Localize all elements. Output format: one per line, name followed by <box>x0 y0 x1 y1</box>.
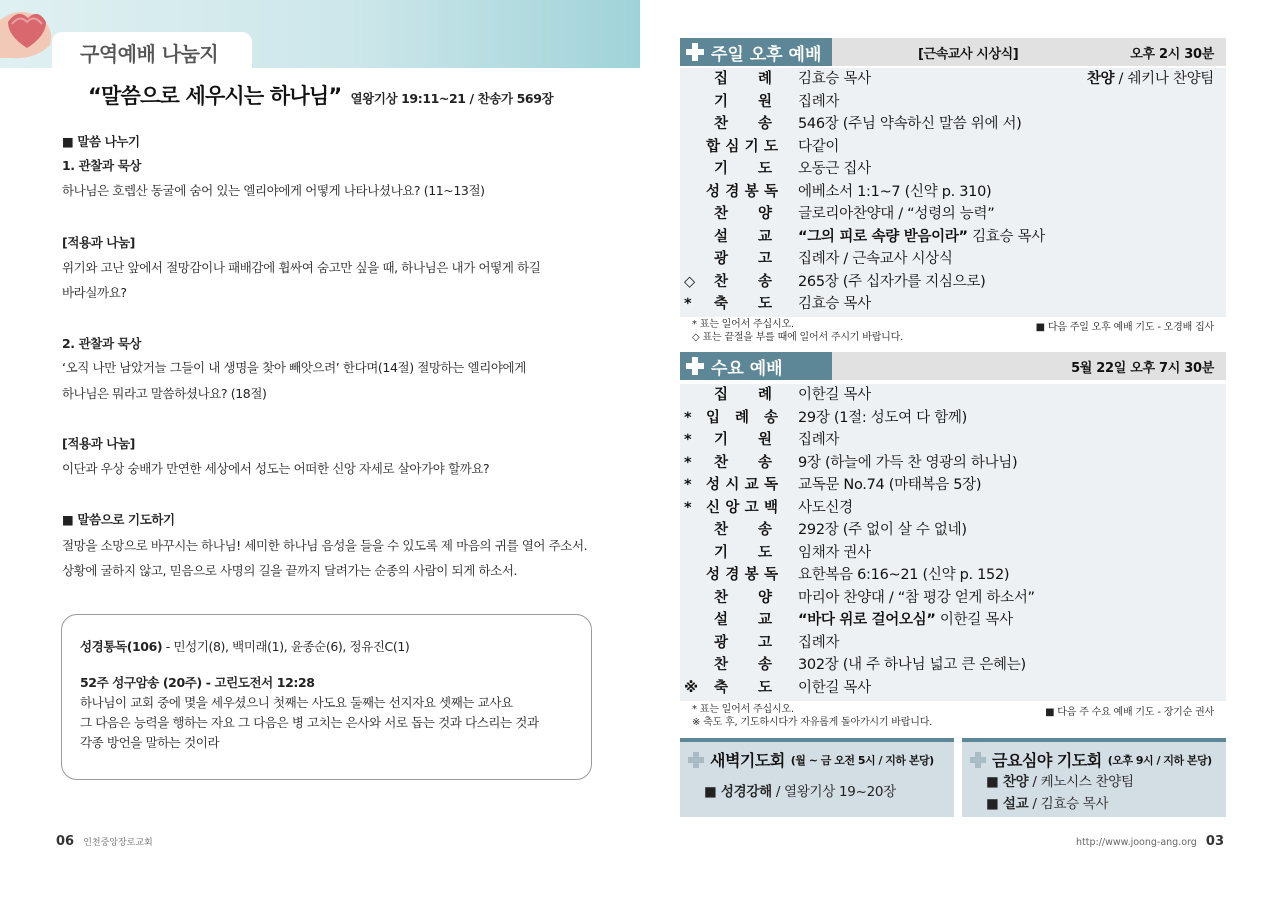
apply-1-heading: [적용과 나눔] <box>62 235 135 250</box>
order-role <box>684 158 784 181</box>
page-number-right: 03 <box>1205 834 1224 849</box>
order-role <box>684 113 784 136</box>
sunday-time: 오후 2시 30분 <box>1130 46 1214 62</box>
order-detail: 집례자 / 근속교사 시상식 <box>798 251 953 267</box>
order-mark: * <box>684 296 692 312</box>
sunday-service-title: 주일 오후 예배 <box>711 44 822 65</box>
order-detail: 임채자 권사 <box>798 544 871 561</box>
order-row <box>680 91 1226 114</box>
box-accent-line <box>962 738 1226 742</box>
order-mark: * <box>684 477 692 493</box>
order-row <box>680 181 1226 204</box>
order-role-label: 입 례 송 <box>706 409 778 426</box>
wednesday-service-header <box>680 352 1226 380</box>
order-role-label: 기 원 <box>714 93 772 110</box>
order-detail: 사도신경 <box>798 499 853 516</box>
friday-sermon-label: ■ 설교 <box>986 796 1029 812</box>
order-role-label: 찬 양 <box>714 206 772 222</box>
question-1-heading: 1. 관찰과 묵상 <box>62 158 141 173</box>
order-role <box>684 203 784 226</box>
order-mark: * <box>684 499 692 516</box>
order-mark: * <box>684 454 692 471</box>
friday-prayer-box <box>962 738 1226 817</box>
order-detail: 집례자 <box>798 432 840 448</box>
order-role-label: 찬 송 <box>714 522 772 538</box>
order-role <box>684 452 784 475</box>
order-role <box>684 293 784 316</box>
sunday-notes <box>692 318 1222 344</box>
wednesday-notes <box>692 703 1222 729</box>
question-2-heading: 2. 관찰과 묵상 <box>62 336 141 351</box>
wednesday-note-1: * 표는 일어서 주십시오. <box>692 704 794 715</box>
order-role-label: 찬 송 <box>714 273 772 290</box>
order-row <box>680 68 1226 91</box>
order-role <box>684 384 784 407</box>
order-mark: * <box>684 409 692 426</box>
cross-icon <box>688 752 704 768</box>
box-accent-line <box>680 738 954 742</box>
order-detail: 에베소서 1:1~7 (신약 p. 310) <box>798 183 992 200</box>
cross-icon <box>970 752 986 768</box>
order-detail: 9장 (하늘에 가득 찬 영광의 하나님) <box>798 454 1018 471</box>
order-detail: 집례자 <box>798 634 840 651</box>
order-role <box>684 226 784 249</box>
order-role <box>684 542 784 565</box>
order-row <box>680 519 1226 542</box>
order-role-label: 집 례 <box>714 71 772 87</box>
order-role-label: 광 고 <box>714 634 772 651</box>
order-role <box>684 407 784 430</box>
friday-praise-text: / 케노시스 찬양팀 <box>1028 774 1134 790</box>
dawn-prayer-title-row <box>688 748 934 771</box>
order-role <box>684 564 784 587</box>
order-mark: ◇ <box>684 273 696 290</box>
order-role-label: 찬 송 <box>714 116 772 132</box>
order-detail: 김효승 목사 <box>798 296 871 312</box>
order-detail: 302장 (내 주 하나님 넓고 큰 은혜는) <box>798 657 1026 673</box>
section-title: 구역예배 나눔지 <box>80 42 219 66</box>
friday-prayer-title-row <box>970 748 1212 771</box>
order-row <box>680 587 1226 610</box>
order-role-label: 기 도 <box>714 161 772 177</box>
apply-1-line-2: 바라실까요? <box>62 285 127 300</box>
order-detail: 집례자 <box>798 93 840 110</box>
order-role-label: 성 경 봉 독 <box>706 183 778 200</box>
order-role <box>684 632 784 655</box>
dawn-prayer-detail <box>704 780 896 800</box>
order-role-label: 설 교 <box>714 228 772 245</box>
order-role-label: 성 시 교 독 <box>706 477 778 493</box>
order-row <box>680 271 1226 294</box>
order-role-label: 광 고 <box>714 251 772 267</box>
memory-verse-line-3: 각종 방언을 말하는 것이라 <box>80 735 220 750</box>
right-footer <box>1076 830 1224 849</box>
order-role-label: 축 도 <box>714 296 772 312</box>
order-row <box>680 677 1226 700</box>
order-detail: 이한길 목사 <box>798 387 871 403</box>
wednesday-service-label <box>680 352 832 380</box>
order-extra: 찬양 / 쉐키나 찬양팀 <box>1086 71 1214 87</box>
order-role-label: 찬 양 <box>714 589 772 606</box>
order-detail: 마리아 찬양대 / “참 평강 얻게 하소서” <box>798 589 1035 606</box>
friday-prayer-sermon <box>986 792 1108 812</box>
website-url: http://www.joong-ang.org <box>1076 837 1197 848</box>
order-role <box>684 248 784 271</box>
order-row <box>680 429 1226 452</box>
order-role <box>684 271 784 294</box>
apply-1-line-1: 위기와 고난 앞에서 절망감이나 패배감에 휩싸여 숨고만 싶을 때, 하나님은 내가 어떻게 하길 <box>62 260 541 275</box>
wednesday-order-of-worship <box>680 384 1226 701</box>
friday-prayer-praise <box>986 770 1134 790</box>
order-row <box>680 497 1226 520</box>
bible-reading-box <box>61 614 592 780</box>
order-role <box>684 587 784 610</box>
share-heading: ■ 말씀 나누기 <box>62 134 140 149</box>
order-row <box>680 293 1226 316</box>
order-row <box>680 158 1226 181</box>
order-role-label: 성 경 봉 독 <box>706 567 778 583</box>
wednesday-service-title: 수요 예배 <box>711 358 783 379</box>
order-role <box>684 181 784 204</box>
order-role <box>684 609 784 632</box>
order-row <box>680 136 1226 159</box>
order-role <box>684 429 784 452</box>
order-mark: ※ <box>684 679 699 696</box>
order-detail: 글로리아찬양대 / “성령의 능력” <box>798 206 995 222</box>
sunday-order-of-worship <box>680 68 1226 317</box>
wednesday-time: 5월 22일 오후 7시 30분 <box>1071 360 1214 376</box>
reading-names: - 민성기(8), 백미래(1), 윤종순(6), 정유진C(1) <box>162 639 410 654</box>
sunday-event: [근속교사 시상식] <box>918 46 1019 62</box>
wednesday-next-prayer: ■ 다음 주 수요 예배 기도 - 장기순 권사 <box>1045 707 1214 718</box>
dawn-detail-text: / 열왕기상 19~20장 <box>771 784 896 800</box>
friday-prayer-schedule: (오후 9시 / 지하 본당) <box>1107 753 1212 767</box>
prayer-heading: ■ 말씀으로 기도하기 <box>62 512 175 527</box>
order-detail: 265장 (주 십자가를 지심으로) <box>798 273 986 290</box>
order-detail: 이한길 목사 <box>798 679 871 696</box>
order-row <box>680 226 1226 249</box>
order-detail: 29장 (1절: 성도여 다 함께) <box>798 409 967 426</box>
cross-icon <box>686 43 704 61</box>
order-row <box>680 609 1226 632</box>
sunday-note-1: * 표는 일어서 주십시오. <box>692 319 794 330</box>
order-row <box>680 452 1226 475</box>
reading-line <box>80 637 573 655</box>
order-row <box>680 248 1226 271</box>
prayer-line-2: 상황에 굴하지 않고, 믿음으로 사명의 길을 끝까지 달려가는 순종의 사람이 되게 하소서. <box>62 563 518 578</box>
memory-verse-line-1: 하나님이 교회 중에 몇을 세우셨으니 첫째는 사도요 둘째는 선지자요 셋째는 교사요 <box>80 695 513 710</box>
order-role <box>684 91 784 114</box>
order-role <box>684 519 784 542</box>
sermon-title-text: “말씀으로 세우시는 하나님” <box>88 84 342 108</box>
order-row <box>680 654 1226 677</box>
order-mark: * <box>684 432 692 448</box>
left-footer <box>56 830 153 849</box>
cross-icon <box>686 357 704 375</box>
order-role <box>684 677 784 700</box>
order-detail: 546장 (주님 약속하신 말씀 위에 서) <box>798 116 1022 132</box>
question-1-text: 하나님은 호렙산 동굴에 숨어 있는 엘리야에게 어떻게 나타나셨나요? (11~13절) <box>62 183 485 198</box>
question-2-line-1: ‘오직 나만 남았거늘 그들이 내 생명을 찾아 빼앗으려’ 한다며(14절) 절망하는 엘리야에게 <box>62 360 526 375</box>
order-detail: 292장 (주 없이 살 수 없네) <box>798 522 967 538</box>
sunday-note-2: ◇ 표는 끝절을 부를 때에 일어서 주시기 바랍니다. <box>692 332 904 343</box>
order-detail: 오동근 집사 <box>798 161 871 177</box>
dawn-prayer-schedule: (월 ~ 금 오전 5시 / 지하 본당) <box>790 753 934 767</box>
order-row <box>680 384 1226 407</box>
order-row <box>680 632 1226 655</box>
memory-verse-heading: 52주 성구암송 (20주) - 고린도전서 12:28 <box>80 675 315 690</box>
order-detail: “그의 피로 속량 받음이라” 김효승 목사 <box>798 228 1045 245</box>
prayer-line-1: 절망을 소망으로 바꾸시는 하나님! 세미한 하나님 음성을 들을 수 있도록 제 마음의 귀를 열어 주소서. <box>62 538 588 553</box>
order-row <box>680 542 1226 565</box>
order-role <box>684 68 784 91</box>
question-2-line-2: 하나님은 뭐라고 말씀하셨나요? (18절) <box>62 386 267 401</box>
order-role-label: 찬 송 <box>714 454 772 471</box>
order-role <box>684 654 784 677</box>
order-detail: 김효승 목사 <box>798 71 871 87</box>
order-row <box>680 113 1226 136</box>
order-detail: “바다 위로 걸어오심” 이한길 목사 <box>798 612 1013 628</box>
page-number-left: 06 <box>56 834 75 849</box>
order-role-label: 기 도 <box>714 544 772 561</box>
sermon-reference: 열왕기상 19:11~21 / 찬송가 569장 <box>350 91 554 106</box>
order-row <box>680 203 1226 226</box>
order-row <box>680 564 1226 587</box>
apply-2-text: 이단과 우상 숭배가 만연한 세상에서 성도는 어떠한 신앙 자세로 살아가야 할까요? <box>62 461 490 476</box>
order-role-label: 설 교 <box>714 612 772 628</box>
wednesday-note-2: ※ 축도 후, 기도하시다가 자유롭게 돌아가시기 바랍니다. <box>692 717 933 728</box>
order-detail: 요한복음 6:16~21 (신약 p. 152) <box>798 567 1010 583</box>
apply-2-heading: [적용과 나눔] <box>62 436 135 451</box>
sermon-title <box>88 80 553 110</box>
order-detail: 다같이 <box>798 138 840 155</box>
friday-prayer-title: 금요심야 기도회 <box>992 751 1102 770</box>
friday-praise-label: ■ 찬양 <box>986 774 1029 790</box>
order-role <box>684 136 784 159</box>
dawn-prayer-title: 새벽기도회 <box>710 751 785 770</box>
order-role-label: 찬 송 <box>714 657 772 673</box>
right-page <box>640 0 1280 904</box>
order-role <box>684 497 784 520</box>
order-row <box>680 474 1226 497</box>
sunday-next-prayer: ■ 다음 주일 오후 예배 기도 - 오경배 집사 <box>1035 322 1214 333</box>
friday-sermon-text: / 김효승 목사 <box>1028 796 1109 812</box>
dawn-prayer-box <box>680 738 954 817</box>
reading-label: 성경통독(106) <box>80 639 163 654</box>
order-row <box>680 407 1226 430</box>
order-role-label: 축 도 <box>714 679 772 696</box>
sunday-service-label <box>680 38 832 66</box>
dawn-detail-label: ■ 성경강해 <box>704 784 772 800</box>
order-role <box>684 474 784 497</box>
church-name: 인천중앙장로교회 <box>83 838 153 848</box>
memory-verse-line-2: 그 다음은 능력을 행하는 자요 그 다음은 병 고치는 은사와 서로 돕는 것과 다스리는 것과 <box>80 715 539 730</box>
sunday-service-header <box>680 38 1226 66</box>
order-role-label: 기 원 <box>714 432 772 448</box>
order-role-label: 집 례 <box>714 387 772 403</box>
order-detail: 교독문 No.74 (마태복음 5장) <box>798 477 982 493</box>
order-role-label: 신 앙 고 백 <box>706 499 778 516</box>
order-role-label: 합 심 기 도 <box>706 138 778 155</box>
